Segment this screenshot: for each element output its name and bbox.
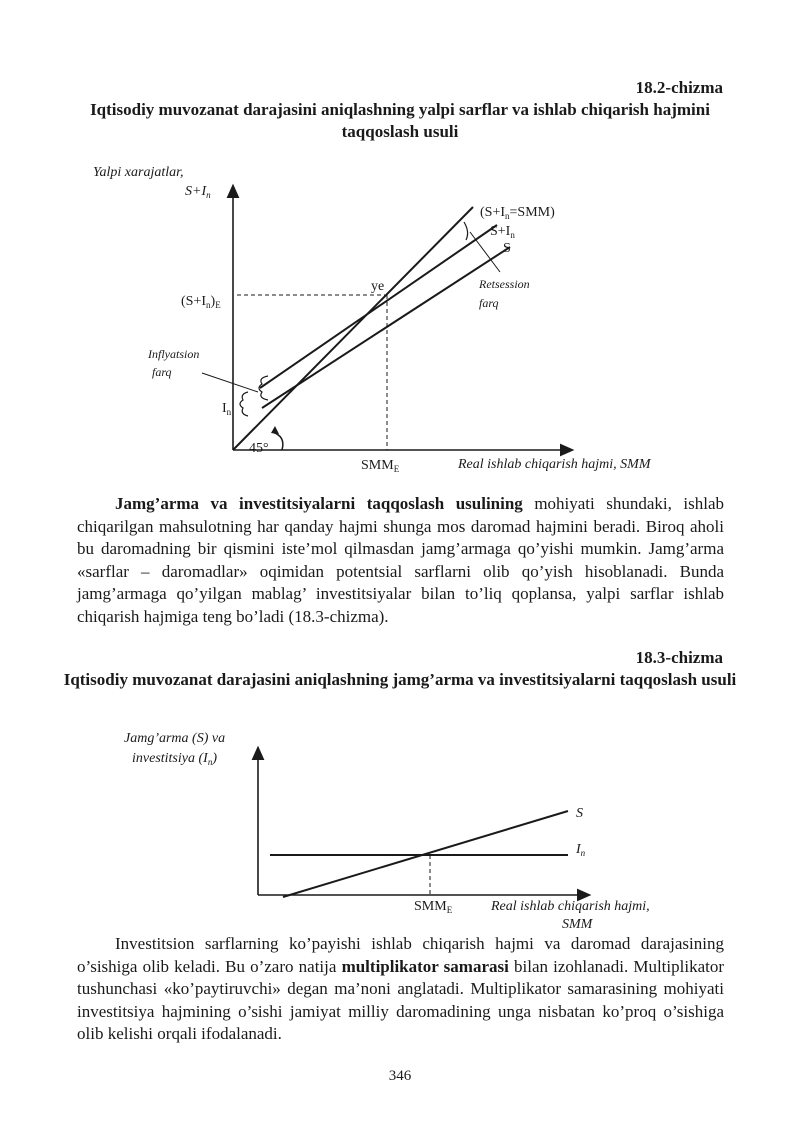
y-axis-sub-label: $S+I_n$ <box>185 184 211 200</box>
recession-gap-brace <box>464 222 468 240</box>
paragraph-multiplier <box>77 933 724 1046</box>
figure-number: 18.2-chizma <box>635 78 723 97</box>
line-s-label: S <box>503 241 511 256</box>
x-axis-label-1: Real ishlab chiqarish hajmi, <box>491 899 650 914</box>
investment-label: $I_n$ <box>222 401 232 417</box>
y-axis-label-2: investitsiya $(I_n)$ <box>132 751 217 767</box>
figure-title: Iqtisodiy muvozanat darajasini aniqlashning yalpi sarflar va ishlab chiqarish hajmini taqqoslash usuli <box>90 100 710 141</box>
savings-investment-diagram <box>0 725 800 935</box>
line-45-label: $(S+I_n=SMM)$ <box>480 205 555 221</box>
x-axis-label-2: SMM <box>562 917 593 932</box>
recession-gap-label-1: Retsession <box>479 277 530 291</box>
line-s-plus-in <box>260 225 497 388</box>
investment-brace <box>240 392 248 416</box>
investment-line-label: $I_n$ <box>576 842 586 858</box>
figure-number-2: 18.3-chizma <box>635 648 723 667</box>
angle-arc-arrowhead <box>271 426 279 434</box>
equilibrium-spending-label: $(S+I_n)_E$ <box>181 294 221 310</box>
y-axis-label: Yalpi xarajatlar, <box>93 165 184 180</box>
equilibrium-output-label: $SMM_E$ <box>414 899 453 915</box>
paragraph-body: mohiyati shundaki, ishlab chiqarilgan mahsulotning har qanday hajmi shunga mos daromad hajmini beradi. Biroq aholi bu daromadning bir qismini iste’mol qilmasdan jamg’armaga qo’yishi mumkin. Jamg’arma «sarflar – daromadlar» oqimidan potentsial sarflarni olib qo’yish hisoblanadi. Bunda jamg’armaga qo’yilgan mablag’ investitsiyalar bilan to’liq qoplansa, yalpi sarflar ishlab chiqarish hajmiga teng bo’ladi (18.3-chizma). <box>77 494 725 626</box>
inflation-gap-label-1: Inflyatsion <box>148 347 200 361</box>
equilibrium-point-label: ye <box>371 279 385 294</box>
equilibrium-output-label: $SMM_E$ <box>361 458 400 474</box>
inflation-gap-pointer <box>202 373 258 392</box>
line-si-label: $S+I_n$ <box>490 224 515 240</box>
recession-gap-label-2: farq <box>479 296 499 310</box>
line-s <box>262 247 510 408</box>
paragraph-body-end: bilan izohlanadi. Multiplikator tushunchasi «ko’paytiruvchi» degan ma’noni anglatadi. Multiplikator samarasining mohiyati investitsiya hajmining o’sishi jamiyat milliy daromadining unga nisbatan ko’proq o’sishiga olib kelishi orqali ifodalanadi. <box>77 956 724 1043</box>
line-45-degree <box>233 207 473 450</box>
angle-arc <box>272 432 283 450</box>
paragraph-bold-term: multiplikator samarasi <box>341 956 509 976</box>
figure-title-2: Iqtisodiy muvozanat darajasini aniqlashning jamg’arma va investitsiyalarni taqqoslash usuli <box>63 670 737 689</box>
paragraph-savings-investment <box>77 493 724 628</box>
inflation-gap-label-2: farq <box>152 365 172 379</box>
aggregate-expenditure-diagram <box>0 160 800 480</box>
savings-line-label: S <box>576 806 583 821</box>
page-number: 346 <box>388 1068 412 1084</box>
angle-label: 45° <box>249 441 269 456</box>
y-axis-label-1: Jamg’arma (S) va <box>124 731 226 746</box>
paragraph-body-start: Investitsion sarflarning ko’payishi ishlab chiqarish hajmi va daromad darajasining o’sishiga olib keladi. Bu o’zaro natija <box>77 934 724 976</box>
paragraph-lead-bold: Jamg’arma va investitsiyalarni taqqoslash usulining <box>115 494 523 513</box>
x-axis-label: Real ishlab chiqarish hajmi, SMM <box>458 457 651 472</box>
